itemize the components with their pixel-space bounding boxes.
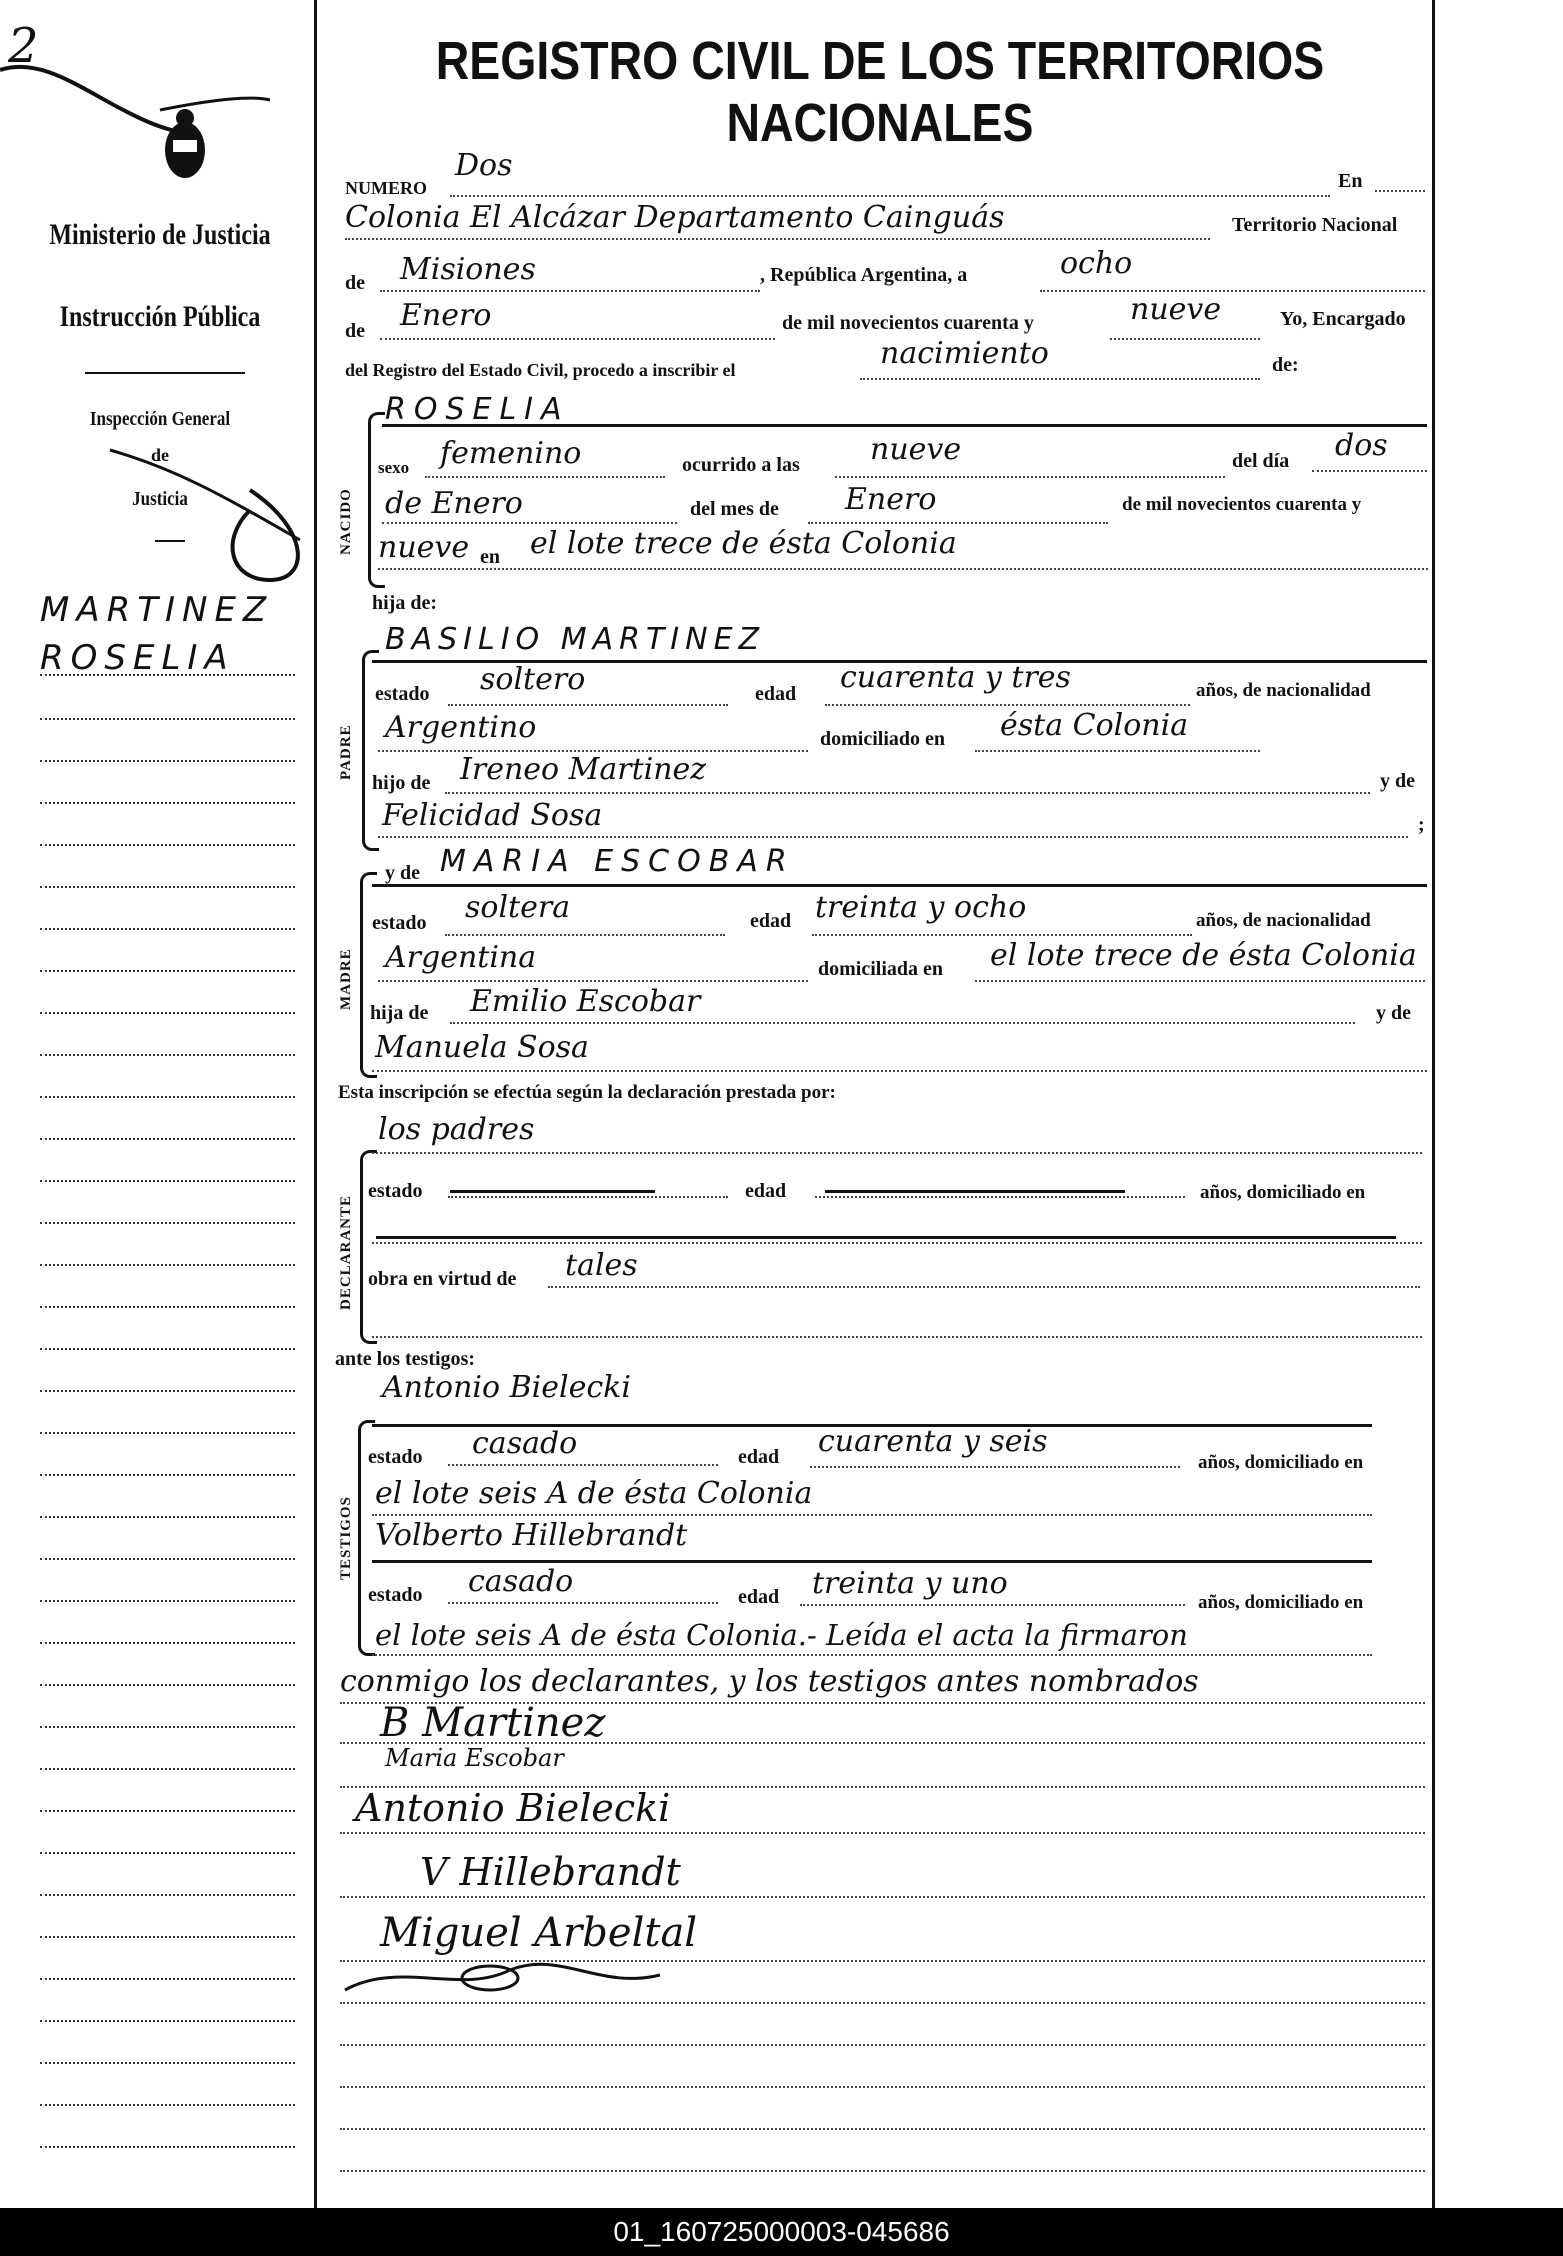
margin-line [40,1012,295,1014]
testigo-2-estado: casado [468,1564,574,1599]
madre-anios-label: años, de nacionalidad [1196,910,1371,931]
dotted-line [340,2086,1425,2088]
signature-1: B Martinez [380,1700,606,1746]
stamp-seal-icon [100,430,320,590]
margin-given-name: ROSELIA [40,638,235,678]
dotted-line [445,792,1370,794]
obra-label: obra en virtud de [368,1268,517,1290]
dotted-line [808,522,1108,524]
madre-hija-label: hija de [370,1002,429,1024]
margin-line [40,1810,295,1812]
registro-label: del Registro del Estado Civil, procedo a inscribir el [345,360,736,380]
margin-line [40,1936,295,1938]
madre-y-de-label: y de [385,862,420,884]
mil-label: de mil novecientos cuarenta y [1122,494,1362,515]
madre-estado-label: estado [372,912,427,934]
page-number: 2 [8,18,39,74]
testigo-2-anios-label: años, domiciliado en [1198,1592,1364,1613]
dotted-line [378,836,1408,838]
margin-rule [314,0,317,2208]
margin-line [40,1096,295,1098]
strike-line [376,1236,1396,1239]
dotted-line [372,1514,1372,1516]
acta-type-value: nacimiento [880,336,1049,371]
dotted-line [448,1196,728,1198]
testigo-2-edad-label: edad [738,1586,780,1608]
inspection-line-2: de [151,445,169,465]
dotted-line [800,1604,1185,1606]
dotted-line [1312,470,1427,472]
testigo-2-edad: treinta y uno [812,1566,1008,1601]
margin-line [40,1138,295,1140]
dotted-line [372,1654,1372,1656]
madre-estado-value: soltera [465,890,571,925]
margin-line [40,1264,295,1266]
dotted-line [340,2170,1425,2172]
margin-line [40,1768,295,1770]
de-label-1: de [345,272,365,294]
testigo-1-domicilio: el lote seis A de ésta Colonia [375,1476,813,1511]
signature-4: V Hillebrandt [420,1850,681,1894]
territorio-value: Misiones [400,252,536,287]
margin-line [40,2104,295,2106]
testigo-2-estado-label: estado [368,1584,423,1606]
dotted-line [372,1336,1422,1338]
signature-5: Miguel Arbeltal [380,1910,698,1956]
testigos-label: ante los testigos: [335,1348,475,1370]
padre-bracket [362,650,379,851]
madre-nacionalidad-value: Argentina [385,940,537,975]
margin-surname: MARTINEZ [40,590,274,630]
padre-semicolon: ; [1418,814,1425,836]
dotted-line [345,238,1210,240]
nacido-year-value: nueve [378,530,470,565]
yo-encargado-label: Yo, Encargado [1280,308,1406,330]
del-mes-label: del mes de [690,498,779,520]
padre-madre-value: Felicidad Sosa [382,798,603,833]
dotted-line [448,704,728,706]
margin-line [40,802,295,804]
nacido-section-label: NACIDO [338,488,354,555]
margin-line [40,1390,295,1392]
page-title: REGISTRO CIVIL DE LOS TERRITORIOS NACIONALES [435,31,1325,153]
dotted-line [372,1242,1422,1244]
ministry-line-2: Instrucción Pública [59,300,261,333]
margin-line [40,1642,295,1644]
testigo-1-name: Antonio Bielecki [382,1370,631,1405]
dotted-line [340,1960,1425,1962]
madre-edad-value: treinta y ocho [815,890,1027,925]
declarante-estado-label: estado [368,1180,423,1202]
inspection-line-1: Inspección General [89,408,231,430]
margin-line [40,928,295,930]
testigo-1-anios-label: años, domiciliado en [1198,1452,1364,1473]
padre-domiciliado-label: domiciliado en [820,728,946,750]
coat-of-arms-icon [155,100,215,190]
ocurrido-label: ocurrido a las [682,454,800,476]
nacido-name: ROSELIA [385,392,570,427]
dotted-line [340,1896,1425,1898]
margin-line [40,1432,295,1434]
dotted-line [378,980,808,982]
day-value: ocho [1060,246,1133,281]
margin-line [40,1222,295,1224]
testigo-1-estado: casado [472,1426,578,1461]
declarante-value: los padres [378,1112,535,1147]
dotted-line [975,980,1425,982]
margin-line [40,1516,295,1518]
margin-line [40,1054,295,1056]
testigo-1-edad: cuarenta y seis [818,1424,1048,1459]
padre-estado-value: soltero [480,662,586,697]
margin-line [40,1306,295,1308]
margin-line [40,1684,295,1686]
margin-line [40,886,295,888]
ministry-line-1: Ministerio de Justicia [49,218,271,251]
testigo-2-domicilio: el lote seis A de ésta Colonia.- Leída el acta la firmaron [375,1618,1188,1652]
margin-line [40,2062,295,2064]
dia-value: dos [1335,428,1388,463]
padre-estado-label: estado [375,683,430,705]
declarante-anios-label: años, domiciliado en [1200,1182,1366,1203]
padre-section-label: PADRE [338,724,354,780]
madre-y-de-label-2: y de [1376,1002,1411,1024]
declaracion-label: Esta inscripción se efectúa según la declaración prestada por: [338,1082,836,1103]
strike-line [825,1190,1125,1193]
dotted-line [1040,290,1425,292]
padre-name: BASILIO MARTINEZ [385,622,766,657]
del-dia-label: del día [1232,450,1290,472]
margin-line [40,760,295,762]
madre-section-label: MADRE [338,948,354,1010]
margin-line [40,1474,295,1476]
dotted-line [860,378,1260,380]
right-border-rule [1432,0,1435,2208]
inspection-dash [155,540,185,542]
padre-y-de-label: y de [1380,770,1415,792]
padre-edad-label: edad [755,683,797,705]
hour-value: nueve [870,432,962,467]
margin-line [40,674,295,676]
en-label: En [1338,170,1363,192]
margin-line [40,2146,295,2148]
year-value: nueve [1130,292,1222,327]
madre-padre-value: Emilio Escobar [470,984,701,1019]
de-label-2: de [345,320,365,342]
dotted-line [548,1286,1420,1288]
dotted-line [372,1152,1422,1154]
margin-line [40,2020,295,2022]
testigo-1-edad-label: edad [738,1446,780,1468]
madre-domiciliada-label: domiciliada en [818,958,944,980]
testigo-1-estado-label: estado [368,1446,423,1468]
dotted-line [340,2044,1425,2046]
madre-madre-value: Manuela Sosa [375,1030,589,1065]
dotted-line [448,1464,718,1466]
solid-rule [372,884,1427,887]
margin-line [40,718,295,720]
dotted-line [975,750,1260,752]
numero-value: Dos [455,148,513,183]
dotted-line [448,1602,718,1604]
image-id-footer: 01_160725000003-045686 [0,2208,1563,2256]
dotted-line [1110,338,1260,340]
padre-anios-label: años, de nacionalidad [1196,680,1371,701]
dia-value-cont: de Enero [385,486,523,521]
dotted-line [810,1466,1180,1468]
ministry-underline [85,372,245,374]
obra-value: tales [565,1248,638,1283]
dotted-line [340,1832,1425,1834]
sexo-value: femenino [440,436,582,471]
dotted-line [450,1022,1355,1024]
margin-line [40,1348,295,1350]
margin-line [40,1894,295,1896]
signature-flourish-icon [340,1940,740,2000]
margin-line [40,1558,295,1560]
dotted-line [340,2002,1425,2004]
dotted-line [425,476,665,478]
testigo-2-name: Volberto Hillebrandt [375,1518,688,1553]
year-label: de mil novecientos cuarenta y [782,312,1034,334]
de-colon-label: de: [1272,354,1299,376]
madre-domicilio-value: el lote trece de ésta Colonia [990,938,1417,973]
signature-2: Maria Escobar [385,1744,564,1772]
padre-hijo-label: hijo de [372,772,431,794]
dotted-line [380,290,760,292]
margin-line [40,1726,295,1728]
strike-line [450,1190,655,1193]
margin-line [40,844,295,846]
closing-text: conmigo los declarantes, y los testigos antes nombrados [340,1664,1199,1699]
madre-name: MARIA ESCOBAR [440,844,795,879]
padre-domicilio-value: ésta Colonia [1000,708,1189,743]
margin-line [40,1600,295,1602]
padre-edad-value: cuarenta y tres [840,660,1071,695]
republica-label: , República Argentina, a [760,264,968,286]
signature-3: Antonio Bielecki [355,1786,671,1830]
sexo-label: sexo [378,458,410,477]
dotted-line [445,934,725,936]
padre-nacionalidad-value: Argentino [385,710,537,745]
padre-padre-value: Ireneo Martinez [460,752,707,787]
margin-line [40,1978,295,1980]
dotted-line [835,476,1225,478]
dotted-line [382,522,677,524]
solid-rule [382,424,1427,427]
place-value: Colonia El Alcázar Departamento Cainguás [345,200,1005,235]
margin-line [40,1852,295,1854]
month-value: Enero [400,298,492,333]
dotted-line [815,1196,1185,1198]
dotted-line [380,338,775,340]
margin-line [40,1180,295,1182]
testigos-section-label: TESTIGOS [338,1496,354,1580]
lugar-value: el lote trece de ésta Colonia [530,526,957,561]
declarante-section-label: DECLARANTE [338,1194,354,1310]
declarante-edad-label: edad [745,1180,787,1202]
dotted-line [372,1070,1427,1072]
dotted-line [812,934,1192,936]
dotted-line [1375,190,1425,192]
mes-value: Enero [845,482,937,517]
inspection-line-3: Justicia [132,488,188,510]
dotted-line [378,568,1428,570]
dotted-line [825,704,1190,706]
solid-rule [372,1560,1372,1563]
madre-edad-label: edad [750,910,792,932]
territorio-label: Territorio Nacional [1232,214,1398,236]
pen-stroke-icon [0,40,300,160]
hija-de-label: hija de: [372,592,437,614]
margin-line [40,970,295,972]
numero-label: NUMERO [345,178,427,198]
nacido-en-label: en [480,546,500,568]
dotted-line [450,195,1330,197]
dotted-line [340,2128,1425,2130]
